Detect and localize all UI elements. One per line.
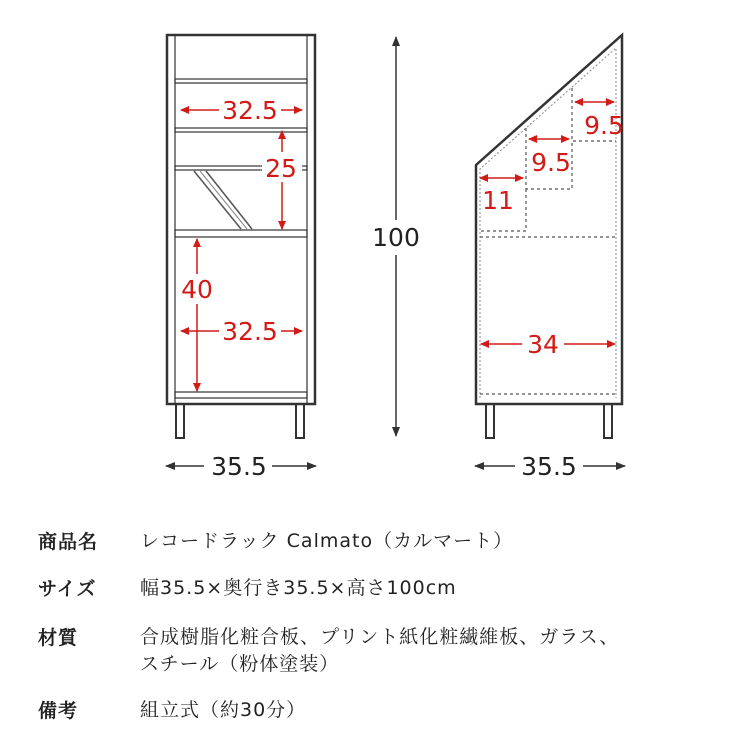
- label-front-width-bottom: 32.5: [222, 317, 278, 346]
- front-left-leg: [176, 404, 184, 438]
- front-right-leg: [296, 404, 304, 438]
- spec-value-notes: [140, 697, 306, 724]
- glass-reflection-line-3: [200, 171, 247, 229]
- spec-value-size: [140, 575, 457, 602]
- label-front-width-top: 32.5: [222, 96, 278, 125]
- label-front-overall-width: 35.5: [211, 452, 267, 481]
- front-shelf-1: [175, 79, 307, 83]
- label-side-step-2: 9.5: [531, 148, 571, 177]
- spec-label-material: 材質: [38, 627, 79, 649]
- spec-value-name-text: レコードラック Calmato（カルマート）: [140, 530, 514, 552]
- label-front-height-top: 25: [265, 154, 297, 183]
- front-outer-frame: [167, 35, 315, 404]
- front-shelf-2: [175, 128, 307, 132]
- spec-value-material: [140, 624, 619, 678]
- front-bottom-board: [175, 392, 307, 398]
- spec-value-notes-text: 組立式（約30分）: [140, 699, 307, 721]
- spec-row-material: [38, 624, 619, 678]
- glass-reflection-line-2: [206, 171, 252, 229]
- spec-label-size: サイズ: [38, 578, 97, 600]
- label-overall-height: 100: [372, 223, 420, 252]
- front-view: [166, 35, 316, 481]
- spec-value-material-line-1: 合成樹脂化粧合板、プリント紙化粧繊維板、ガラス、: [140, 626, 620, 648]
- spec-label-notes: 備考: [38, 700, 79, 722]
- label-side-step-1: 9.5: [584, 111, 624, 140]
- spec-row-size: [38, 575, 457, 603]
- spec-value-size-text: 幅35.5×奥行き35.5×高さ100cm: [140, 577, 457, 599]
- label-side-step-3: 11: [482, 186, 514, 215]
- overall-height-dimension: [372, 37, 420, 436]
- spec-value-material-line-2: スチール（粉体塗装）: [140, 653, 340, 675]
- spec-row-notes: [38, 697, 306, 725]
- glass-reflection-line-1: [194, 171, 241, 229]
- label-side-inner-depth: 34: [527, 330, 559, 359]
- label-side-overall-depth: 35.5: [521, 452, 577, 481]
- label-front-height-bottom: 40: [181, 275, 213, 304]
- spec-row-name: [38, 528, 513, 556]
- side-view: [475, 35, 625, 481]
- side-left-leg: [486, 404, 494, 438]
- spec-label-name: 商品名: [38, 531, 99, 553]
- spec-value-name: [140, 528, 513, 555]
- side-right-leg: [604, 404, 612, 438]
- front-shelf-4: [175, 230, 307, 237]
